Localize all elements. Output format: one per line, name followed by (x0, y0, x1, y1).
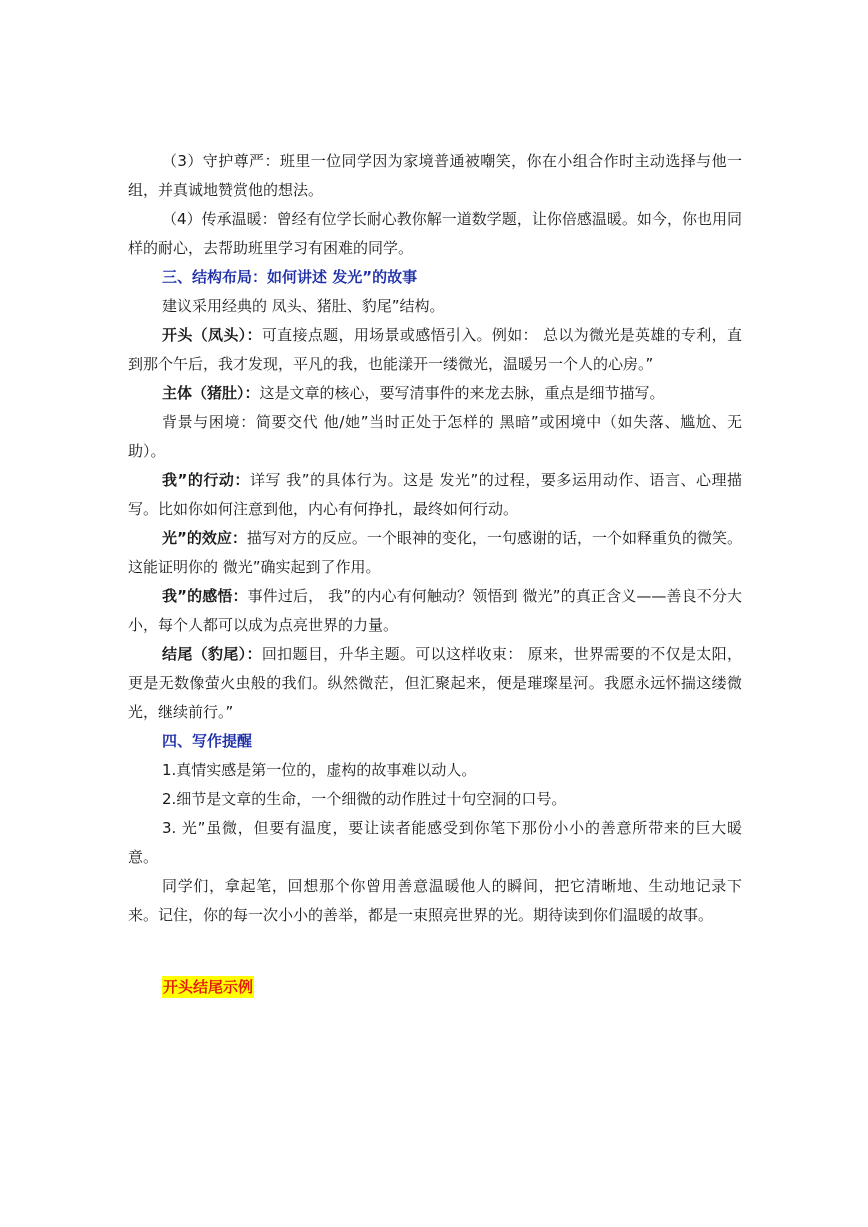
highlight-heading-wrapper (128, 976, 742, 998)
text-my-insight: 事件过后， 我”的内心有何触动？领悟到 微光”的真正含义——善良不分大小，每个人都可以成为点亮世界的力量。 (128, 587, 742, 634)
paragraph-ending (128, 640, 742, 727)
paragraph-body (128, 379, 742, 408)
text-my-action: 详写 我”的具体行为。这是 发光”的过程，要多运用动作、语言、心理描写。比如你如何注意到他，内心有何挣扎，最终如何行动。 (128, 471, 742, 518)
document-body (128, 147, 742, 998)
label-my-action: 我”的行动： (162, 471, 250, 489)
text-opening: 可直接点题，用场景或感悟引入。例如： 总以为微光是英雄的专利，直到那个午后，我才发现，平凡的我，也能漾开一缕微光，温暖另一个人的心房。” (128, 326, 742, 373)
text-body: 这是文章的核心，要写清事件的来龙去脉，重点是细节描写。 (259, 384, 665, 402)
paragraph-my-insight (128, 582, 742, 640)
highlight-heading: 开头结尾示例 (163, 978, 254, 996)
label-light-effect: 光”的效应： (162, 529, 247, 547)
paragraph-background: 背景与困境：简要交代 他/她”当时正处于怎样的 黑暗”或困境中（如失落、尴尬、无助）。 (128, 413, 742, 460)
text-light-effect: 描写对方的反应。一个眼神的变化，一句感谢的话，一个如释重负的微笑。这能证明你的 微光”确实起到了作用。 (128, 529, 742, 576)
label-my-insight: 我”的感悟： (162, 587, 248, 605)
label-opening: 开头（凤头）： (162, 326, 262, 344)
reminder-item-3: 3. 光”虽微，但要有温度，要让读者能感受到你笔下那份小小的善意所带来的巨大暖意。 (128, 819, 742, 866)
paragraph-pass-warmth: （4）传承温暖：曾经有位学长耐心教你解一道数学题，让你倍感温暖。如今，你也用同样的耐心，去帮助班里学习有困难的同学。 (128, 210, 742, 257)
label-ending: 结尾（豹尾）： (162, 645, 262, 663)
paragraph-my-action (128, 466, 742, 524)
paragraph-structure-suggestion: 建议采用经典的 凤头、猪肚、豹尾”结构。 (162, 297, 445, 315)
paragraph-light-effect (128, 524, 742, 582)
paragraph-opening (128, 321, 742, 379)
text-ending: 回扣题目，升华主题。可以这样收束： 原来，世界需要的不仅是太阳，更是无数像萤火虫般的我们。纵然微茫，但汇聚起来，便是璀璨星河。我愿永远怀揣这缕微光，继续前行。” (128, 645, 742, 721)
reminder-item-1: 1.真情实感是第一位的，虚构的故事难以动人。 (162, 761, 477, 779)
paragraph-guard-dignity: （3）守护尊严：班里一位同学因为家境普通被嘲笑，你在小组合作时主动选择与他一组，并真诚地赞赏他的想法。 (128, 152, 742, 199)
paragraph-closing: 同学们，拿起笔，回想那个你曾用善意温暖他人的瞬间，把它清晰地、生动地记录下来。记住，你的每一次小小的善举，都是一束照亮世界的光。期待读到你们温暖的故事。 (128, 877, 742, 924)
section-heading-structure: 三、结构布局：如何讲述 发光”的故事 (162, 268, 418, 286)
label-body: 主体（猪肚）： (162, 384, 260, 402)
section-heading-reminders: 四、写作提醒 (162, 732, 253, 750)
reminder-item-2: 2.细节是文章的生命，一个细微的动作胜过十句空洞的口号。 (162, 790, 567, 808)
